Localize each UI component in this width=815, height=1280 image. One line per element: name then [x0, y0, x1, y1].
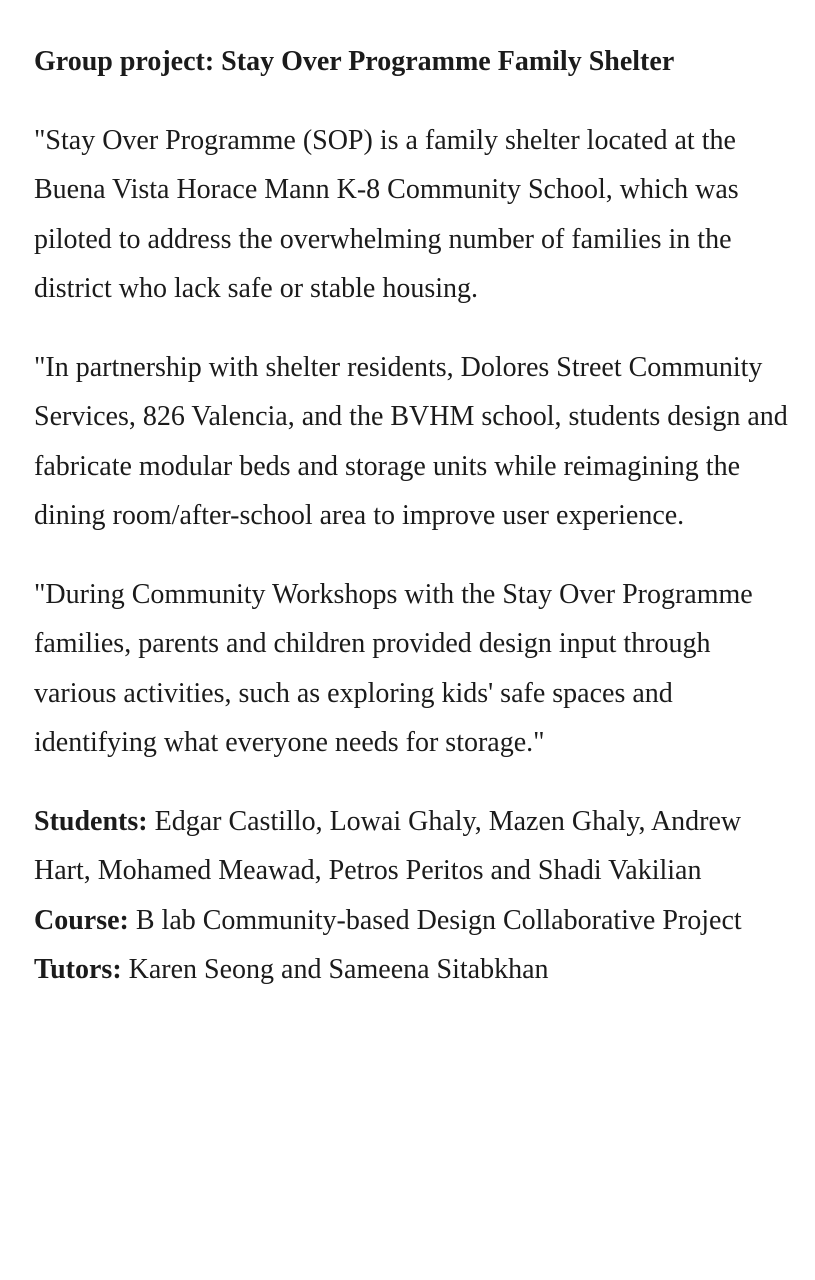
credit-tutors-value: Karen Seong and Sameena Sitabkhan: [128, 954, 549, 985]
paragraph-workshops: "During Community Workshops with the Stay Over Programme families, parents and children provided design input through various activities, such as exploring kids' safe spaces and identifying what everyone needs for storage.": [34, 578, 753, 758]
credit-students-value: Edgar Castillo, Lowai Ghaly, Mazen Ghaly, Andrew Hart, Mohamed Meawad, Petros Peritos and Shadi Vakilian: [34, 805, 742, 886]
credit-students: [34, 797, 794, 896]
credit-course-value: B lab Community-based Design Collaborative Project: [135, 904, 742, 936]
credit-course-label: Course:: [34, 904, 129, 936]
article: [34, 37, 794, 995]
credit-course: [34, 896, 794, 946]
credit-tutors: [34, 945, 794, 995]
article-title: Group project: Stay Over Programme Family Shelter: [34, 46, 675, 77]
credit-tutors-label: Tutors:: [34, 954, 122, 985]
credits: [34, 797, 794, 995]
paragraph-partnership: "In partnership with shelter residents, Dolores Street Community Services, 826 Valencia, and the BVHM school, students design and fabricate modular beds and storage units while reimagining the dining room/after-school area to improve user experience.: [34, 351, 788, 531]
paragraph-intro: "Stay Over Programme (SOP) is a family shelter located at the Buena Vista Horace Mann K-8 Community School, which was piloted to address the overwhelming number of families in the district who lack safe or stable housing.: [34, 124, 739, 304]
credit-students-label: Students:: [34, 805, 148, 837]
